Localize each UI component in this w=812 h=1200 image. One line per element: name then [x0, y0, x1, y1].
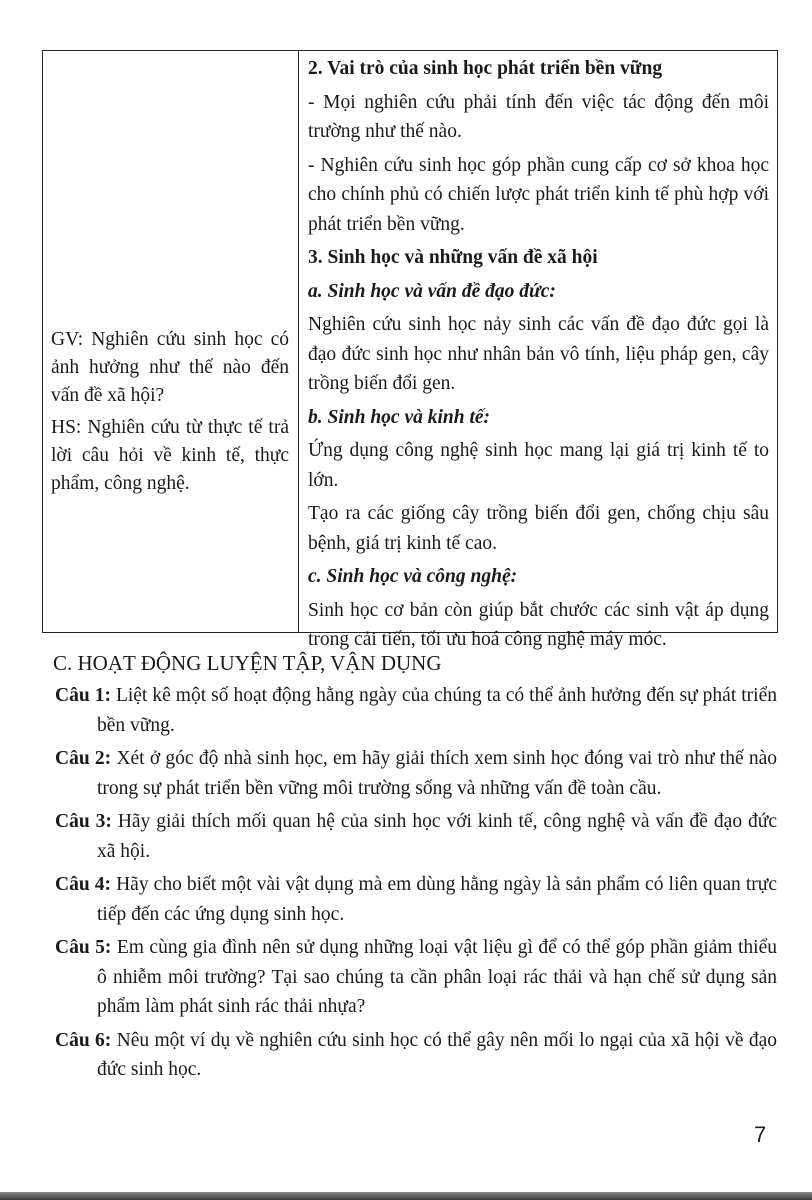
question-3: [55, 807, 777, 866]
subheading-technology: c. Sinh học và công nghệ:: [308, 566, 518, 587]
content-column: [299, 51, 777, 650]
question-text: Liệt kê một số hoạt động hằng ngày của chúng ta có thể ảnh hưởng đến sự phát triển bền vững.: [97, 685, 777, 736]
teacher-student-activity: [51, 326, 289, 502]
subheading-economy: b. Sinh học và kinh tế:: [308, 406, 491, 428]
lesson-table: [42, 50, 778, 650]
question-label: Câu 3:: [55, 811, 112, 832]
practice-section: [55, 648, 777, 1089]
paragraph-economy-2: Tạo ra các giống cây trồng biến đổi gen, chống chịu sâu bệnh, giá trị kinh tế cao.: [308, 503, 769, 554]
question-text: Nêu một ví dụ về nghiên cứu sinh học có thể gây nên mối lo ngại của xã hội về đạo đức sinh học.: [97, 1029, 777, 1080]
heading-role-of-biology: 2. Vai trò của sinh học phát triển bền vững: [308, 58, 663, 79]
question-label: Câu 1:: [55, 685, 111, 706]
paragraph-technology: Sinh học cơ bản còn giúp bắt chước các sinh vật áp dụng trong cải tiến, tối ưu hoá công nghệ máy móc.: [308, 599, 769, 650]
question-label: Câu 4:: [55, 874, 112, 895]
question-text: Xét ở góc độ nhà sinh học, em hãy giải thích xem sinh học đóng vai trò như thế nào trong sự phát triển bền vững môi trường sống và những vấn đề toàn cầu.: [97, 748, 778, 799]
paragraph-2b: - Nghiên cứu sinh học góp phần cung cấp cơ sở khoa học cho chính phủ có chiến lược phát triển kinh tế phù hợp với phát triển bền vững.: [308, 154, 769, 235]
question-label: Câu 5:: [55, 937, 112, 958]
scan-edge-strip: [0, 1192, 812, 1200]
student-answer: HS: Nghiên cứu từ thực tế trả lời câu hỏi về kinh tế, thực phẩm, công nghệ.: [51, 417, 289, 494]
paragraph-economy-1: Ứng dụng công nghệ sinh học mang lại giá trị kinh tế to lớn.: [308, 440, 769, 491]
heading-biology-social-issues: 3. Sinh học và những vấn đề xã hội: [308, 247, 598, 268]
question-label: Câu 6:: [55, 1029, 112, 1051]
paragraph-2a: - Mọi nghiên cứu phải tính đến việc tác động đến môi trường như thế nào.: [308, 91, 769, 142]
teacher-question: GV: Nghiên cứu sinh học có ảnh hưởng như thế nào đến vấn đề xã hội?: [51, 329, 289, 406]
question-1: [55, 681, 777, 740]
teacher-student-column: [43, 51, 299, 632]
question-6: [55, 1026, 777, 1085]
question-2: [55, 744, 777, 803]
page-number: 7: [754, 1122, 767, 1147]
question-text: Hãy cho biết một vài vật dụng mà em dùng hằng ngày là sản phẩm có liên quan trực tiếp đến các ứng dụng sinh học.: [97, 874, 777, 925]
subheading-ethics: a. Sinh học và vấn đề đạo đức:: [308, 280, 556, 302]
question-4: [55, 870, 777, 929]
question-5: [55, 933, 777, 1022]
question-label: Câu 2:: [55, 748, 112, 769]
question-text: Em cùng gia đình nên sử dụng những loại vật liệu gì để có thể góp phần giảm thiểu ô nhiễm môi trường? Tại sao chúng ta cần phân loại rác thải và hạn chế sử dụng sản phẩm làm phát sinh rác thải nhựa?: [97, 937, 777, 1017]
question-text: Hãy giải thích mối quan hệ của sinh học với kinh tế, công nghệ và vấn đề đạo đức xã hội.: [97, 811, 777, 862]
paragraph-ethics: Nghiên cứu sinh học nảy sinh các vấn đề đạo đức gọi là đạo đức sinh học như nhân bản vô tính, liệu pháp gen, cây trồng biến đổi gen.: [308, 314, 769, 394]
section-title: C. HOẠT ĐỘNG LUYỆN TẬP, VẬN DỤNG: [53, 651, 442, 675]
